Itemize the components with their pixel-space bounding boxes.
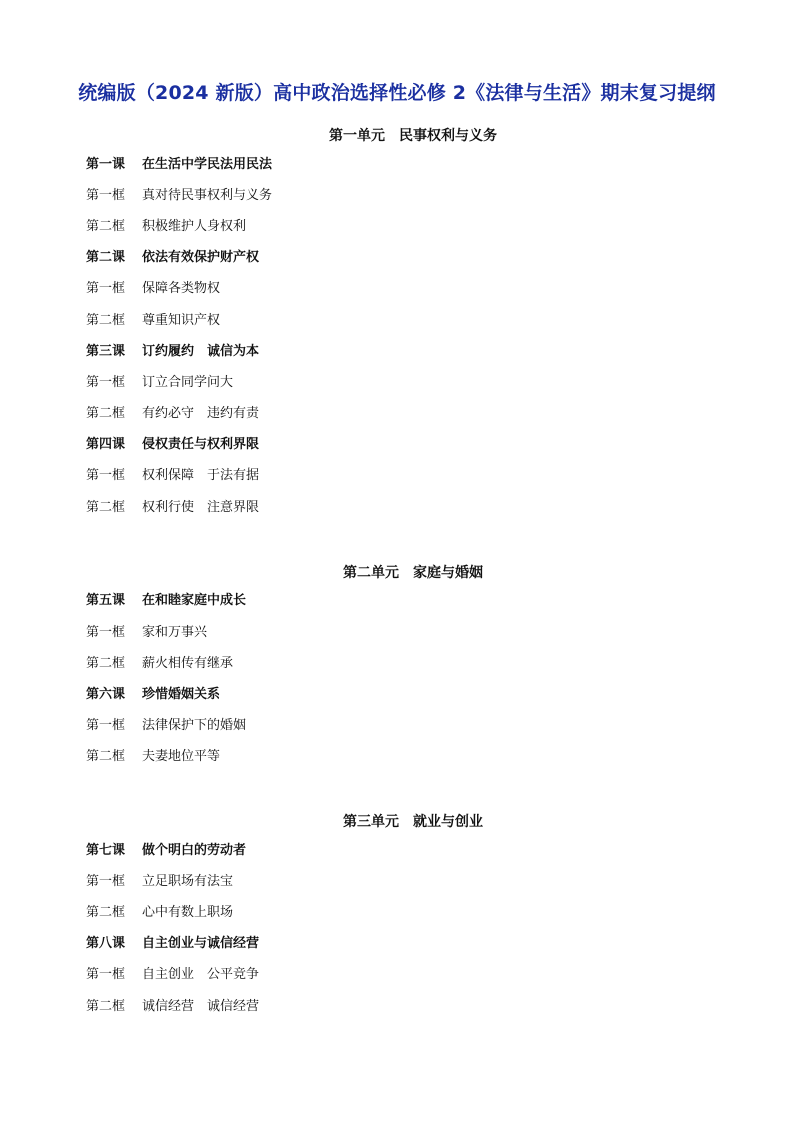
frame-number: 第二框	[86, 406, 126, 421]
frame-name: 薪火相传有继承	[142, 656, 234, 671]
frame-entry	[86, 656, 233, 672]
lesson-name: 依法有效保护财产权	[142, 250, 260, 265]
frame-entry	[86, 406, 259, 422]
frame-number: 第二框	[86, 219, 126, 234]
frame-name: 自主创业 公平竞争	[142, 967, 260, 982]
frame-entry	[86, 468, 259, 484]
frame-number: 第一框	[86, 967, 126, 982]
lesson-entry	[86, 344, 259, 360]
frame-name: 真对待民事权利与义务	[142, 188, 273, 203]
frame-entry	[86, 188, 272, 204]
unit-heading: 第一单元 民事权利与义务	[329, 128, 497, 144]
frame-number: 第一框	[86, 375, 126, 390]
frame-number: 第二框	[86, 500, 126, 515]
frame-number: 第一框	[86, 281, 126, 296]
frame-number: 第一框	[86, 188, 126, 203]
frame-entry	[86, 999, 259, 1015]
frame-entry	[86, 967, 259, 983]
lesson-entry	[86, 157, 272, 173]
frame-number: 第二框	[86, 999, 126, 1014]
lesson-number: 第七课	[86, 843, 126, 858]
lesson-name: 侵权责任与权利界限	[142, 437, 260, 452]
frame-name: 诚信经营 诚信经营	[142, 999, 260, 1014]
lesson-name: 自主创业与诚信经营	[142, 936, 260, 951]
lesson-number: 第四课	[86, 437, 126, 452]
frame-entry	[86, 749, 220, 765]
frame-number: 第一框	[86, 468, 126, 483]
frame-entry	[86, 718, 246, 734]
frame-entry	[86, 219, 246, 235]
frame-number: 第一框	[86, 874, 126, 889]
frame-number: 第二框	[86, 905, 126, 920]
frame-name: 家和万事兴	[142, 625, 208, 640]
frame-name: 积极维护人身权利	[142, 219, 247, 234]
frame-entry	[86, 375, 233, 391]
lesson-number: 第三课	[86, 344, 126, 359]
lesson-number: 第二课	[86, 250, 126, 265]
lesson-entry	[86, 250, 259, 266]
lesson-entry	[86, 936, 259, 952]
frame-name: 夫妻地位平等	[142, 749, 221, 764]
frame-name: 权利行使 注意界限	[142, 500, 260, 515]
lesson-number: 第六课	[86, 687, 126, 702]
lesson-entry	[86, 593, 246, 609]
lesson-entry	[86, 687, 220, 703]
frame-entry	[86, 905, 233, 921]
document-title: 统编版（2024 新版）高中政治选择性必修 2《法律与生活》期末复习提纲	[78, 82, 716, 104]
unit-heading: 第二单元 家庭与婚姻	[343, 565, 483, 581]
lesson-entry	[86, 843, 246, 859]
frame-name: 立足职场有法宝	[142, 874, 234, 889]
frame-name: 尊重知识产权	[142, 313, 221, 328]
frame-name: 心中有数上职场	[142, 905, 234, 920]
frame-number: 第一框	[86, 625, 126, 640]
lesson-entry	[86, 437, 259, 453]
frame-entry	[86, 625, 207, 641]
lesson-name: 订约履约 诚信为本	[142, 344, 260, 359]
lesson-name: 在和睦家庭中成长	[142, 593, 247, 608]
frame-number: 第二框	[86, 656, 126, 671]
unit-heading: 第三单元 就业与创业	[343, 814, 483, 830]
lesson-number: 第一课	[86, 157, 126, 172]
lesson-number: 第五课	[86, 593, 126, 608]
frame-number: 第二框	[86, 749, 126, 764]
frame-name: 订立合同学问大	[142, 375, 234, 390]
frame-number: 第一框	[86, 718, 126, 733]
frame-name: 权利保障 于法有据	[142, 468, 260, 483]
frame-entry	[86, 500, 259, 516]
frame-name: 法律保护下的婚姻	[142, 718, 247, 733]
frame-name: 有约必守 违约有责	[142, 406, 260, 421]
frame-number: 第二框	[86, 313, 126, 328]
lesson-name: 做个明白的劳动者	[142, 843, 247, 858]
frame-name: 保障各类物权	[142, 281, 221, 296]
frame-entry	[86, 281, 220, 297]
lesson-name: 在生活中学民法用民法	[142, 157, 273, 172]
lesson-name: 珍惜婚姻关系	[142, 687, 221, 702]
frame-entry	[86, 313, 220, 329]
frame-entry	[86, 874, 233, 890]
lesson-number: 第八课	[86, 936, 126, 951]
